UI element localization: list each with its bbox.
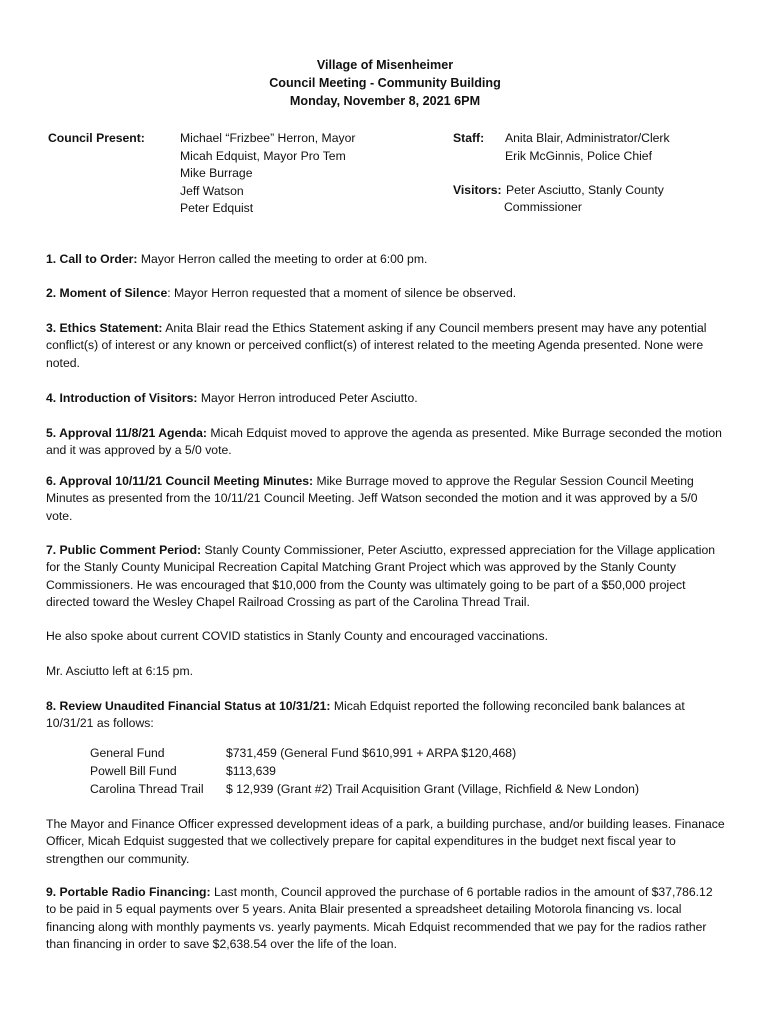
item-moment-of-silence: [46, 285, 726, 302]
item-heading: 8. Review Unaudited Financial Status at 10/31/21:: [46, 699, 331, 713]
item-text: Mike Burrage moved to approve the Regular Session Council Meeting Minutes as presented from the 10/11/21 Council Meeting. Jeff Watson seconded the motion and it was approved by a 5/0 vote.: [46, 474, 698, 523]
item-introduction-of-visitors: [46, 390, 726, 407]
staff-label: Staff:: [453, 131, 485, 145]
item-text: Micah Edquist reported the following reconciled bank balances at 10/31/21 as follows:: [46, 699, 685, 731]
item-heading: 6. Approval 10/11/21 Council Meeting Minutes:: [46, 474, 314, 488]
council-list: [180, 130, 440, 218]
item-text: Last month, Council approved the purchase of 6 portable radios in the amount of $37,786.12 to be paid in 5 equal payments over 5 years. Anita Blair presented a spreadsheet detailing Motorola financing vs. local financing along with monthly payments vs. yearly payments. Micah Edquist recommended that we pay for the radios rather than financing in order to save $2,638.54 over the life of the loan.: [46, 885, 713, 952]
meeting-date: Monday, November 8, 2021 6PM: [289, 94, 481, 108]
meeting-title: Council Meeting - Community Building: [269, 76, 501, 90]
item-heading: 7. Public Comment Period:: [46, 543, 202, 557]
item-text: Mayor Herron introduced Peter Asciutto.: [197, 391, 418, 405]
item-text: Micah Edquist moved to approve the agenda as presented. Mike Burrage seconded the motion and it was approved by a 5/0 vote.: [46, 426, 722, 458]
village-title: Village of Misenheimer: [316, 58, 454, 72]
item-text: : Mayor Herron requested that a moment of silence be observed.: [167, 286, 517, 300]
visitor-title: Commissioner: [504, 200, 582, 214]
fund-name: Powell Bill Fund: [90, 764, 177, 778]
item-heading: 3. Ethics Statement:: [46, 321, 163, 335]
item-text: Mayor Herron called the meeting to order at 6:00 pm.: [137, 252, 428, 266]
public-comment-departure-paragraph: Mr. Asciutto left at 6:15 pm.: [46, 664, 193, 678]
council-member: Micah Edquist, Mayor Pro Tem: [180, 148, 346, 163]
item-heading: 9. Portable Radio Financing:: [46, 885, 211, 899]
staff-member: Erik McGinnis, Police Chief: [505, 148, 652, 163]
public-comment-covid-paragraph: He also spoke about current COVID statistics in Stanly County and encouraged vaccinations.: [46, 629, 548, 643]
item-ethics-statement: [46, 320, 726, 372]
item-public-comment: [46, 542, 726, 612]
fund-name: Carolina Thread Trail: [90, 782, 204, 796]
fund-value: $731,459 (General Fund $610,991 + ARPA $120,468): [226, 746, 517, 760]
visitors-label: Visitors:: [453, 183, 502, 197]
item-call-to-order: [46, 251, 726, 268]
item-heading: 2. Moment of Silence: [46, 286, 168, 300]
council-present-label: Council Present:: [48, 131, 145, 145]
item-approval-agenda: [46, 425, 726, 460]
fund-name: General Fund: [90, 746, 165, 760]
document-header: [0, 56, 770, 110]
staff-list: [505, 130, 745, 165]
visitor-name: Peter Asciutto, Stanly County: [506, 183, 664, 197]
item-heading: 5. Approval 11/8/21 Agenda:: [46, 426, 207, 440]
staff-member: Anita Blair, Administrator/Clerk: [505, 131, 670, 145]
fund-value: $ 12,939 (Grant #2) Trail Acquisition Grant (Village, Richfield & New London): [226, 782, 640, 796]
council-member: Mike Burrage: [180, 166, 253, 181]
item-heading: 4. Introduction of Visitors:: [46, 391, 198, 405]
council-member: Michael “Frizbee” Herron, Mayor: [180, 131, 356, 145]
financial-discussion-paragraph: The Mayor and Finance Officer expressed development ideas of a park, a building purchase, and/or building leases. Finanace Officer, Micah Edquist suggested that we collectively prepare for capital expenditures in the budget next fiscal year to strengthen our community.: [46, 817, 725, 866]
item-text: Anita Blair read the Ethics Statement asking if any Council members present may have any potential conflict(s) of interest or any known or perceived conflict(s) of interest related to the meeting Agenda presented. None were noted.: [46, 321, 707, 370]
item-heading: 1. Call to Order:: [46, 252, 138, 266]
item-financial-status: [46, 698, 726, 733]
council-member: Jeff Watson: [180, 183, 244, 198]
item-text: Stanly County Commissioner, Peter Asciutto, expressed appreciation for the Village application for the Stanly County Municipal Recreation Capital Matching Grant Project which was approved by the Stanly County Commissioners. He was encouraged that $10,000 from the County was ultimately going to be part of a $50,000 project directed toward the Wesley Chapel Railroad Crossing as part of the Carolina Thread Trail.: [46, 543, 716, 610]
item-approval-minutes: [46, 473, 726, 525]
item-portable-radio-financing: [46, 884, 726, 954]
fund-value: $113,639: [226, 764, 276, 778]
council-member: Peter Edquist: [180, 201, 254, 216]
